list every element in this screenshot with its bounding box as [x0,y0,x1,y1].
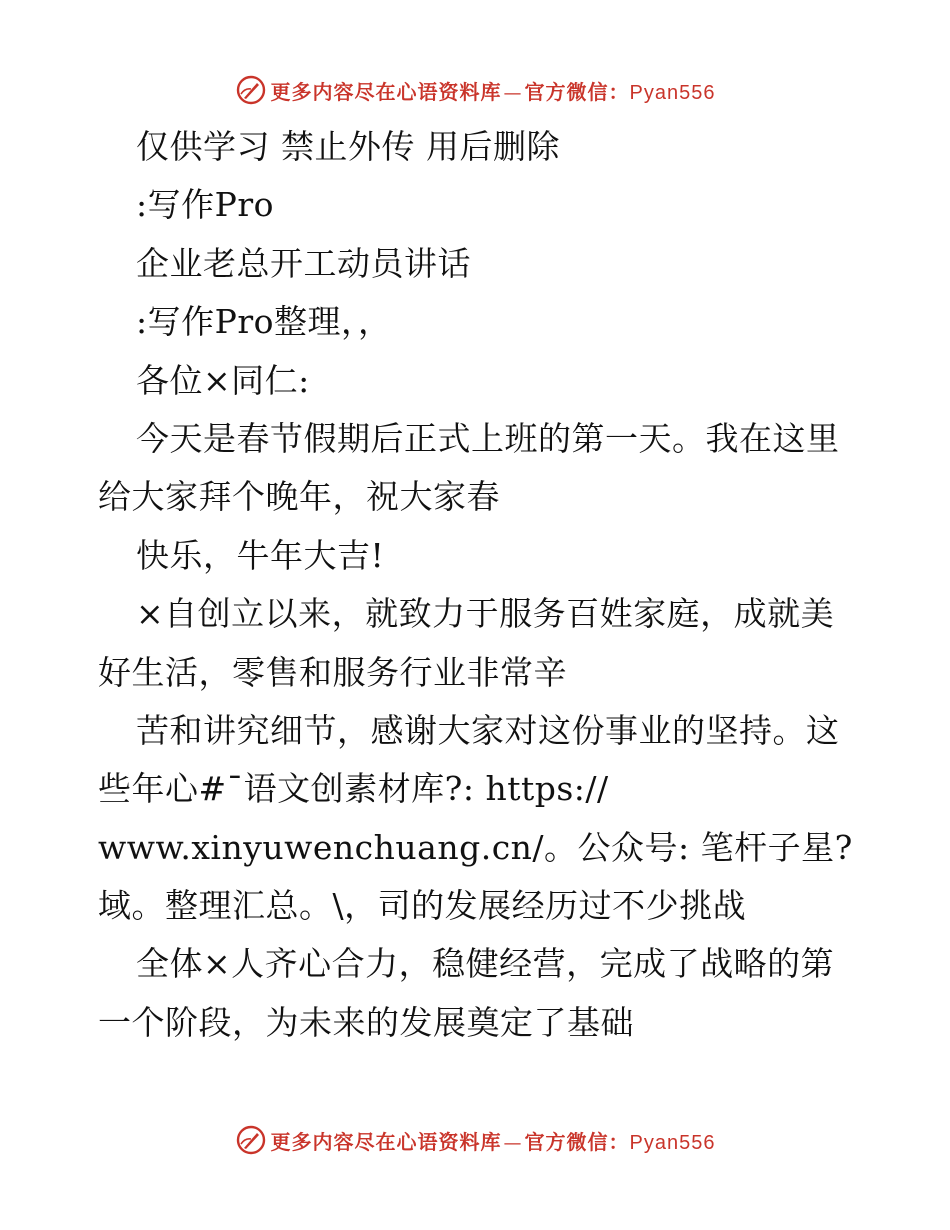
text-line: 企业老总开工动员讲话 [136,243,471,283]
text-line: 今天是春节假期后正式上班的第一天。我在这里 [136,418,840,458]
text-line: 好生活，零售和服务行业非常辛 [98,652,567,692]
text-line: 些年心#¯语文创素材库?: https:// [98,769,609,809]
quill-logo-icon [235,1124,267,1156]
watermark-separator: — [503,82,523,104]
watermark-footer [0,1120,950,1160]
watermark-wechat-id: Pyan556 [629,1131,716,1154]
text-line: 域。整理汇总。\，司的发展经历过不少挑战 [98,886,747,926]
watermark-wechat-id: Pyan556 [629,81,716,104]
text-line: 各位×同仁: [136,360,310,400]
text-line: 一个阶段，为未来的发展奠定了基础 [98,1002,634,1042]
text-line: ×自创立以来，就致力于服务百姓家庭，成就美 [136,594,835,634]
watermark-text: 更多内容尽在心语资料库 [270,79,502,104]
text-line: www.xinyuwenchuang.cn/。公众号: 笔杆子星? [98,827,853,867]
text-line: 苦和讲究细节，感谢大家对这份事业的坚持。这 [136,710,840,750]
text-line: 仅供学习 禁止外传 用后删除 [136,127,560,166]
text-line: 快乐，牛年大吉! [136,535,385,575]
watermark-official-label: 官方微信： [524,79,630,104]
watermark-separator: — [503,1132,523,1154]
document-body [98,118,858,1052]
watermark-official-label: 官方微信： [524,1129,630,1154]
text-line: :写作Pro [136,185,274,225]
quill-logo-icon [235,74,267,106]
text-line: 全体×人齐心合力，稳健经营，完成了战略的第 [136,944,835,984]
text-line: 给大家拜个晚年，祝大家春 [98,477,500,517]
text-line: :写作Pro整理，， [136,302,392,342]
watermark-text: 更多内容尽在心语资料库 [270,1129,502,1154]
watermark-header [0,70,950,110]
